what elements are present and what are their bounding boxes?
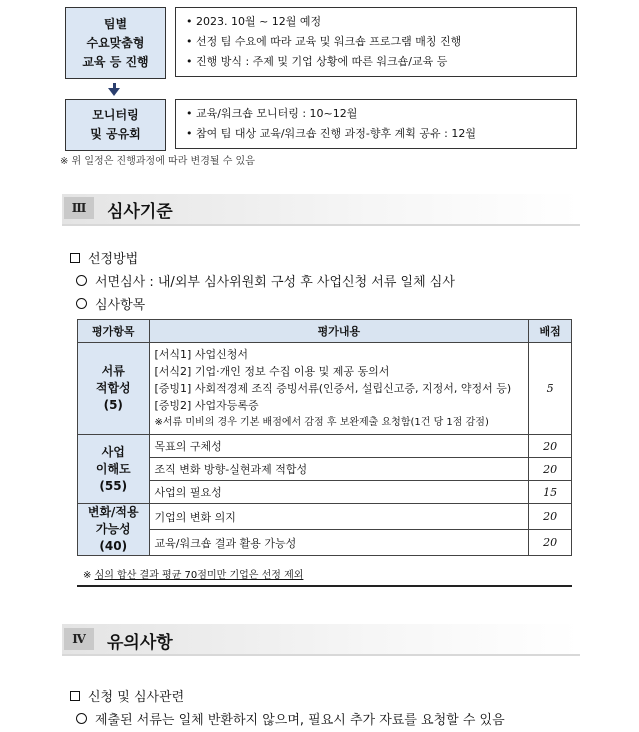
item-text: 심사항목 xyxy=(95,298,146,313)
score-cell: 20 xyxy=(529,435,572,458)
section-title: 심사기준 xyxy=(107,202,173,222)
table-row xyxy=(78,530,572,556)
down-arrow-icon xyxy=(108,83,120,96)
item-text: 제출된 서류는 일체 반환하지 않으며, 필요시 추가 자료를 요청할 수 있음 xyxy=(95,713,505,728)
circle-bullet-icon xyxy=(76,713,87,724)
category-cell: 변화/적용 가능성 (40) xyxy=(78,504,150,556)
content-cell: 목표의 구체성 xyxy=(149,435,529,458)
detail-line: • 진행 방식 : 주제 및 기업 상황에 따른 워크숍/교육 등 xyxy=(186,55,448,68)
detail-line: • 참여 팀 대상 교육/워크숍 진행 과정-향후 계획 공유 : 12월 xyxy=(186,127,476,140)
content-line: [증빙1] 사회적경제 조직 증빙서류(인증서, 설립신고증, 지정서, 약정서 등) xyxy=(154,382,512,395)
table-row xyxy=(78,481,572,504)
content-cell: 사업의 필요성 xyxy=(149,481,529,504)
content-line: [서식2] 기업·개인 정보 수집 이용 및 제공 동의서 xyxy=(154,365,390,378)
score-cell: 15 xyxy=(529,481,572,504)
table-row xyxy=(78,504,572,530)
content-line: [서식1] 사업신청서 xyxy=(154,348,248,361)
stage-box-education xyxy=(65,7,166,79)
content-cell: 조직 변화 방향-실현과제 적합성 xyxy=(149,458,529,481)
content-cell: 교육/워크숍 결과 활용 가능성 xyxy=(149,530,529,556)
table-row xyxy=(78,458,572,481)
score-cell: 20 xyxy=(529,530,572,556)
score-cell: 20 xyxy=(529,458,572,481)
square-bullet-icon xyxy=(70,253,80,263)
section-title: 유의사항 xyxy=(107,633,173,653)
footnote-text: 심의 합산 결과 평균 70점미만 기업은 선정 제외 xyxy=(94,570,304,581)
method-heading xyxy=(70,248,138,267)
content-line: [증빙2] 사업자등록증 xyxy=(154,399,259,412)
table-header-row xyxy=(78,320,572,343)
stage-label: 팀별 수요맞춤형 교육 등 진행 xyxy=(82,16,149,69)
table-header: 평가내용 xyxy=(149,320,529,343)
table-bottom-rule xyxy=(77,585,572,587)
detail-line: • 교육/워크숍 모니터링 : 10~12월 xyxy=(186,107,358,120)
circle-bullet-icon xyxy=(76,298,87,309)
section-number: Ⅳ xyxy=(64,628,94,650)
criteria-table xyxy=(77,319,572,556)
schedule-note: ※ 위 일정은 진행과정에 따라 변경될 수 있음 xyxy=(60,156,255,167)
detail-line: • 선정 팀 수요에 따라 교육 및 워크숍 프로그램 매칭 진행 xyxy=(186,35,462,48)
table-header: 평가항목 xyxy=(78,320,150,343)
section-number: Ⅲ xyxy=(64,197,94,219)
table-footnote xyxy=(83,566,303,581)
stage-box-monitoring xyxy=(65,99,166,151)
content-note: ※서류 미비의 경우 기본 배점에서 감점 후 보완제출 요청함(1건 당 1점 감점) xyxy=(154,417,489,428)
notes-item xyxy=(76,709,505,728)
content-cell: 기업의 변화 의지 xyxy=(149,504,529,530)
square-bullet-icon xyxy=(70,691,80,701)
score-cell: 20 xyxy=(529,504,572,530)
notes-heading xyxy=(70,686,184,705)
circle-bullet-icon xyxy=(76,275,87,286)
stage-detail-monitoring xyxy=(175,99,577,149)
method-item xyxy=(76,271,455,290)
detail-line: • 2023. 10월 ~ 12월 예정 xyxy=(186,15,322,28)
table-header: 배점 xyxy=(529,320,572,343)
table-row xyxy=(78,435,572,458)
method-item xyxy=(76,294,145,313)
heading-text: 신청 및 심사관련 xyxy=(88,690,185,705)
stage-label: 모니터링 및 공유회 xyxy=(90,108,141,141)
stage-detail-education xyxy=(175,7,577,77)
item-text: 서면심사 : 내/외부 심사위원회 구성 후 사업신청 서류 일체 심사 xyxy=(95,275,455,290)
content-cell xyxy=(149,343,529,435)
heading-text: 선정방법 xyxy=(88,252,139,267)
category-cell: 사업 이해도 (55) xyxy=(78,435,150,504)
score-cell: 5 xyxy=(529,343,572,435)
category-cell: 서류 적합성 (5) xyxy=(78,343,150,435)
table-row xyxy=(78,343,572,435)
footnote-prefix: ※ xyxy=(83,570,95,581)
